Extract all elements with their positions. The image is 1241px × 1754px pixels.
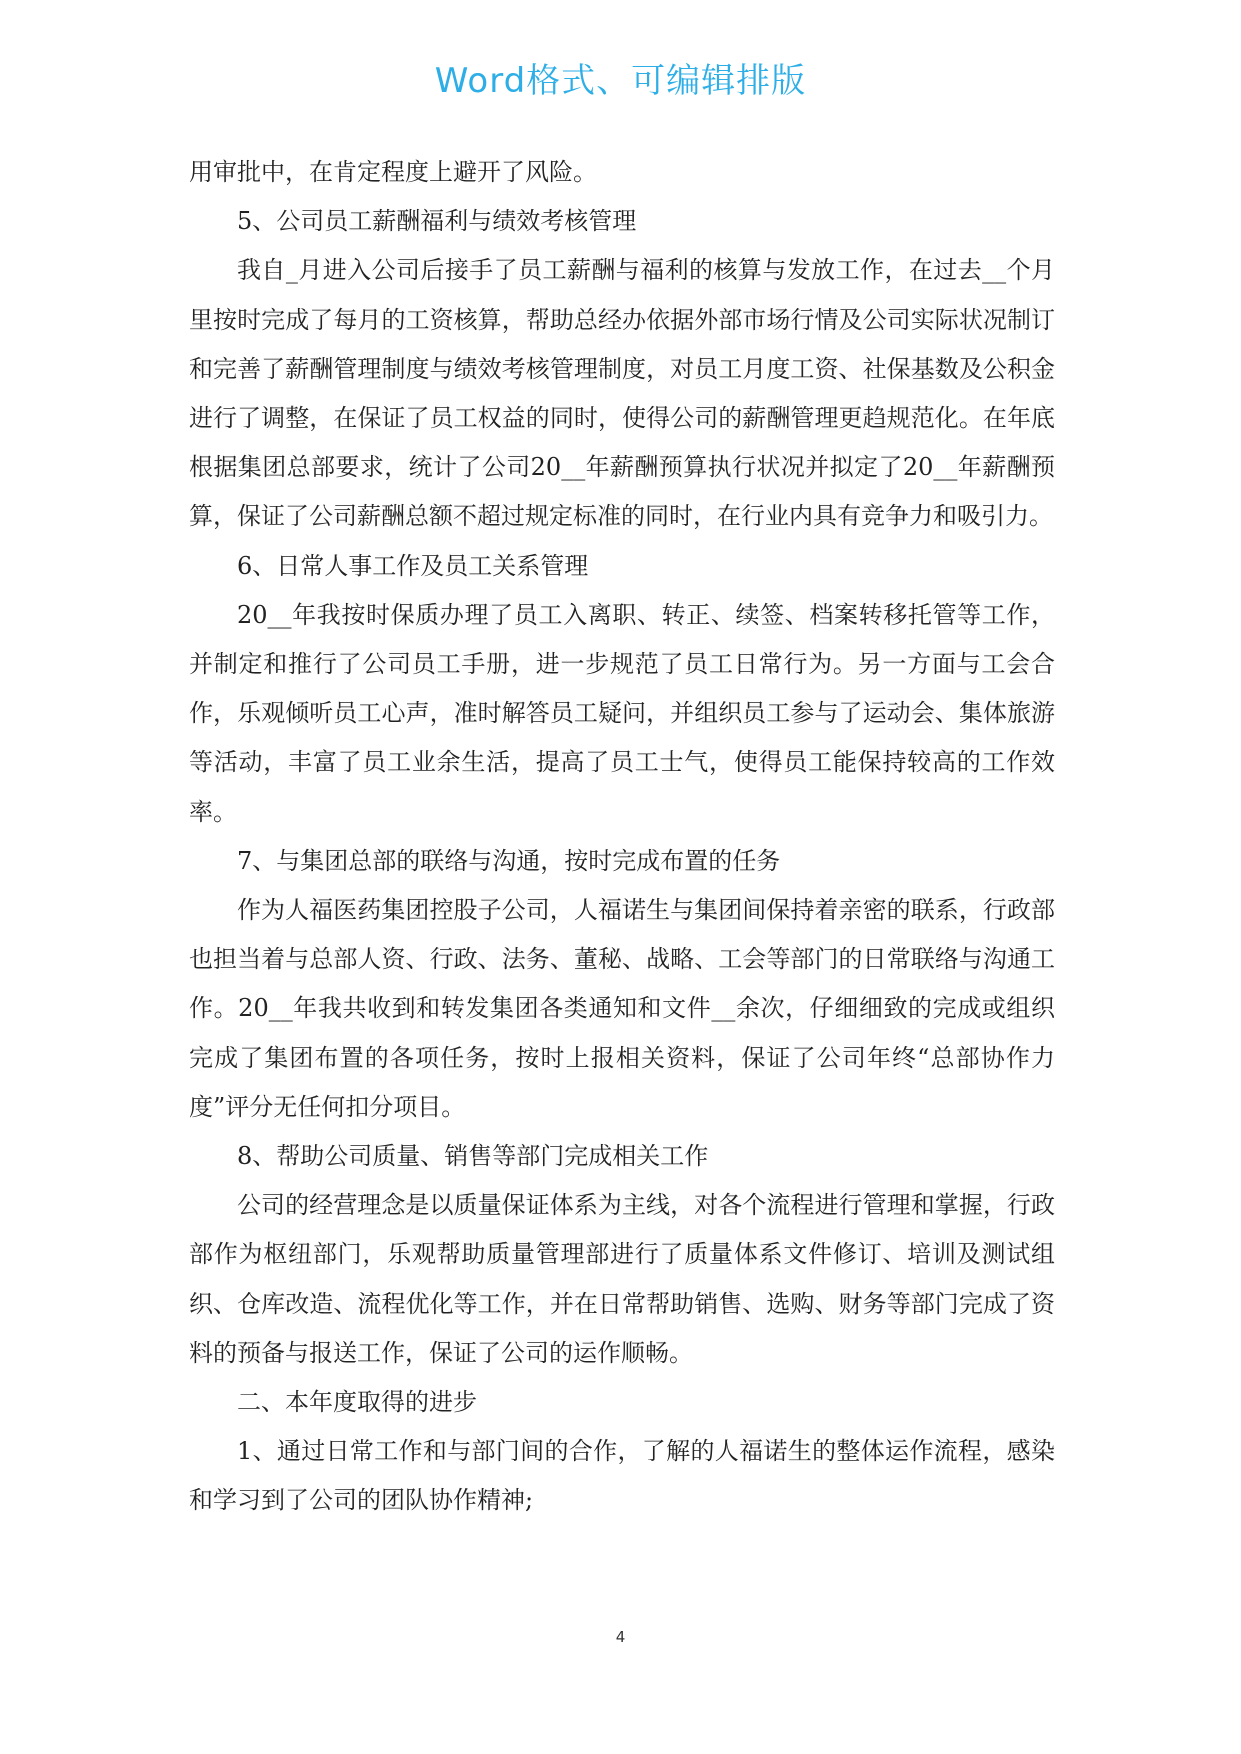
document-body	[189, 148, 1055, 1526]
section-heading: 7、与集团总部的联络与沟通，按时完成布置的任务	[237, 846, 781, 875]
page-header-title: Word格式、可编辑排版	[434, 61, 807, 101]
section-heading: 二、本年度取得的进步	[237, 1388, 477, 1417]
paragraph: 1、通过日常工作和与部门间的合作，了解的人福诺生的整体运作流程，感染和学习到了公司的团队协作精神;	[189, 1437, 1055, 1515]
page-number: 4	[615, 1628, 626, 1646]
section-heading: 5、公司员工薪酬福利与绩效考核管理	[237, 207, 637, 236]
section-heading: 6、日常人事工作及员工关系管理	[237, 551, 589, 580]
paragraph: 公司的经营理念是以质量保证体系为主线，对各个流程进行管理和掌握，行政部作为枢纽部门，乐观帮助质量管理部进行了质量体系文件修订、培训及测试组织、仓库改造、流程优化等工作，并在日常帮助销售、选购、财务等部门完成了资料的预备与报送工作，保证了公司的运作顺畅。	[189, 1191, 1055, 1367]
paragraph: 作为人福医药集团控股子公司，人福诺生与集团间保持着亲密的联系，行政部也担当着与总部人资、行政、法务、董秘、战略、工会等部门的日常联络与沟通工作。20__年我共收到和转发集团各类通知和文件__余次，仔细细致的完成或组织完成了集团布置的各项任务，按时上报相关资料，保证了公司年终“总部协作力度”评分无任何扣分项目。	[189, 896, 1055, 1121]
section-heading: 8、帮助公司质量、销售等部门完成相关工作	[237, 1142, 709, 1171]
paragraph: 20__年我按时保质办理了员工入离职、转正、续签、档案转移托管等工作，并制定和推行了公司员工手册，进一步规范了员工日常行为。另一方面与工会合作，乐观倾听员工心声，准时解答员工疑问，并组织员工参与了运动会、集体旅游等活动，丰富了员工业余生活，提高了员工士气，使得员工能保持较高的工作效率。	[189, 600, 1055, 826]
paragraph: 我自_月进入公司后接手了员工薪酬与福利的核算与发放工作，在过去__个月里按时完成了每月的工资核算，帮助总经办依据外部市场行情及公司实际状况制订和完善了薪酬管理制度与绩效考核管理制度，对员工月度工资、社保基数及公积金进行了调整，在保证了员工权益的同时，使得公司的薪酬管理更趋规范化。在年底根据集团总部要求，统计了公司20__年薪酬预算执行状况并拟定了20__年薪酬预算，保证了公司薪酬总额不超过规定标准的同时，在行业内具有竞争力和吸引力。	[189, 256, 1055, 531]
paragraph: 用审批中，在肯定程度上避开了风险。	[189, 158, 597, 186]
